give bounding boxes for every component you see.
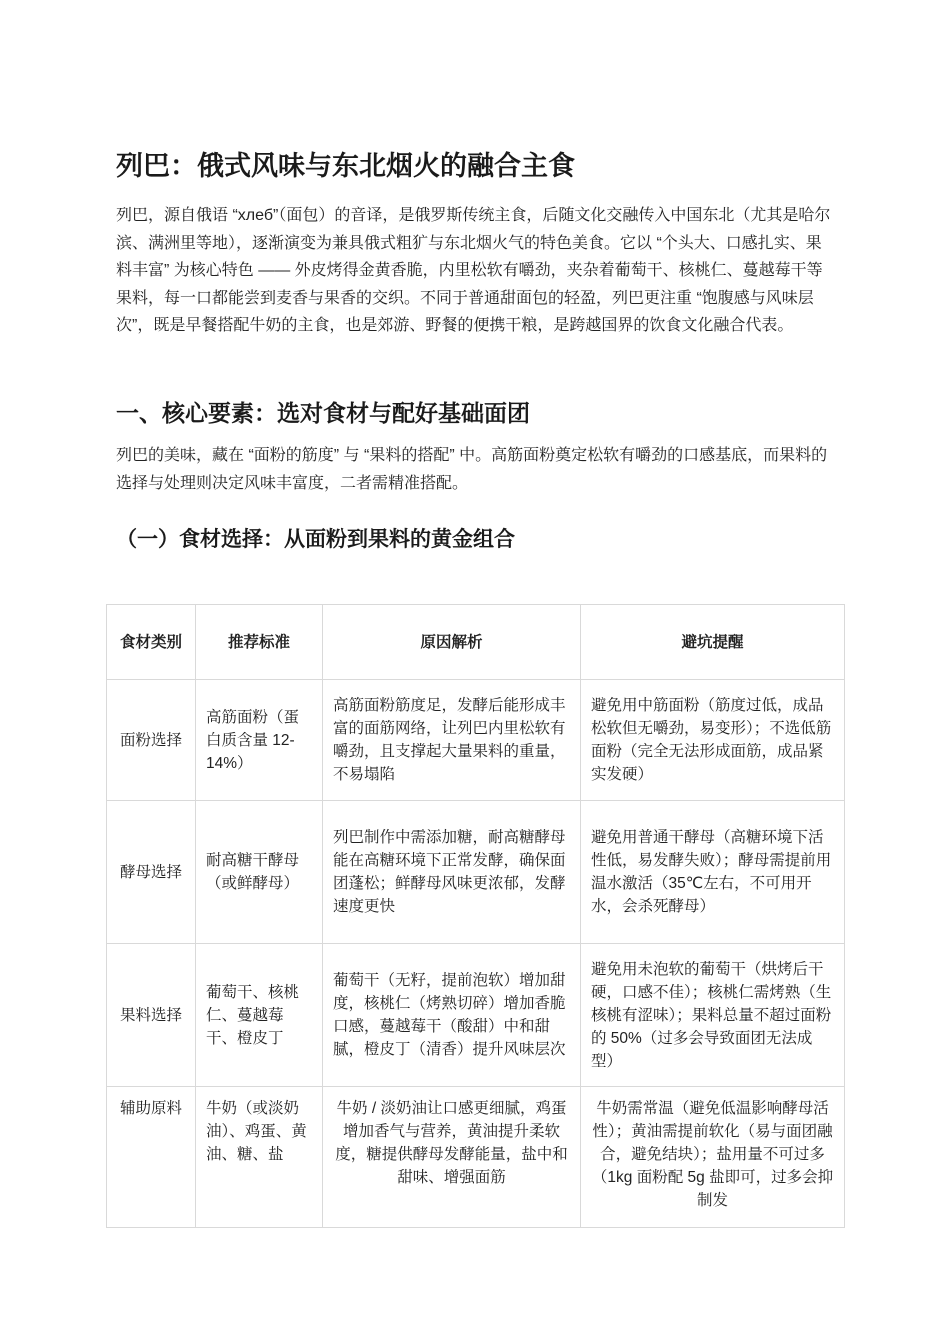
cell-reason: 列巴制作中需添加糖，耐高糖酵母能在高糖环境下正常发酵，确保面团蓬松；鲜酵母风味更浓郁，发酵速度更快 bbox=[323, 801, 581, 944]
cell-reason: 牛奶 / 淡奶油让口感更细腻，鸡蛋增加香气与营养，黄油提升柔软度，糖提供酵母发酵能量，盐中和甜味、增强面筋 bbox=[323, 1087, 581, 1228]
cell-warning: 避免用未泡软的葡萄干（烘烤后干硬，口感不佳）；核桃仁需烤熟（生核桃有涩味）；果料总量不超过面粉的 50%（过多会导致面团无法成型） bbox=[581, 944, 845, 1087]
cell-standard: 高筋面粉（蛋白质含量 12-14%） bbox=[196, 680, 323, 801]
column-header-warning: 避坑提醒 bbox=[581, 605, 845, 680]
cell-warning: 避免用普通干酵母（高糖环境下活性低，易发酵失败）；酵母需提前用温水激活（35℃左右，不可用开水，会杀死酵母） bbox=[581, 801, 845, 944]
table-row bbox=[107, 944, 845, 1087]
cell-category: 面粉选择 bbox=[107, 680, 196, 801]
cell-reason: 高筋面粉筋度足，发酵后能形成丰富的面筋网络，让列巴内里松软有嚼劲，且支撑起大量果料的重量，不易塌陷 bbox=[323, 680, 581, 801]
table-row bbox=[107, 1087, 845, 1228]
column-header-reason: 原因解析 bbox=[323, 605, 581, 680]
ingredient-table bbox=[106, 604, 845, 1228]
table-row bbox=[107, 680, 845, 801]
cell-standard: 葡萄干、核桃仁、蔓越莓干、橙皮丁 bbox=[196, 944, 323, 1087]
intro-paragraph: 列巴，源自俄语 “хлеб”（面包）的音译，是俄罗斯传统主食，后随文化交融传入中国东北（尤其是哈尔滨、满洲里等地），逐渐演变为兼具俄式粗犷与东北烟火气的特色美食。它以 “个头大、口感扎实、果料丰富” 为核心特色 —— 外皮烤得金黄香脆，内里松软有嚼劲，夹杂着葡萄干、核桃仁、蔓越莓干等果料，每一口都能尝到麦香与果香的交织。不同于普通甜面包的轻盈，列巴更注重 “饱腹感与风味层次”，既是早餐搭配牛奶的主食，也是郊游、野餐的便携干粮，是跨越国界的饮食文化融合代表。 bbox=[116, 207, 831, 335]
section-heading-core-elements: 一、核心要素：选对食材与配好基础面团 bbox=[116, 400, 530, 426]
cell-category: 辅助原料 bbox=[107, 1087, 196, 1228]
cell-category: 果料选择 bbox=[107, 944, 196, 1087]
cell-warning: 牛奶需常温（避免低温影响酵母活性）；黄油需提前软化（易与面团融合，避免结块）；盐用量不可过多（1kg 面粉配 5g 盐即可，过多会抑制发 bbox=[581, 1087, 845, 1228]
column-header-standard: 推荐标准 bbox=[196, 605, 323, 680]
cell-standard: 耐高糖干酵母（或鲜酵母） bbox=[196, 801, 323, 944]
page-title: 列巴：俄式风味与东北烟火的融合主食 bbox=[116, 151, 575, 181]
table-header-row bbox=[107, 605, 845, 680]
column-header-category: 食材类别 bbox=[107, 605, 196, 680]
section-core-paragraph: 列巴的美味，藏在 “面粉的筋度” 与 “果料的搭配” 中。高筋面粉奠定松软有嚼劲的口感基底，而果料的选择与处理则决定风味丰富度，二者需精准搭配。 bbox=[116, 447, 828, 492]
subsection-heading-ingredients: （一）食材选择：从面粉到果料的黄金组合 bbox=[116, 528, 515, 551]
cell-warning: 避免用中筋面粉（筋度过低，成品松软但无嚼劲，易变形）；不选低筋面粉（完全无法形成面筋，成品紧实发硬） bbox=[581, 680, 845, 801]
table-row bbox=[107, 801, 845, 944]
cell-category: 酵母选择 bbox=[107, 801, 196, 944]
cell-standard: 牛奶（或淡奶油）、鸡蛋、黄油、糖、盐 bbox=[196, 1087, 323, 1228]
cell-reason: 葡萄干（无籽，提前泡软）增加甜度，核桃仁（烤熟切碎）增加香脆口感，蔓越莓干（酸甜）中和甜腻，橙皮丁（清香）提升风味层次 bbox=[323, 944, 581, 1087]
